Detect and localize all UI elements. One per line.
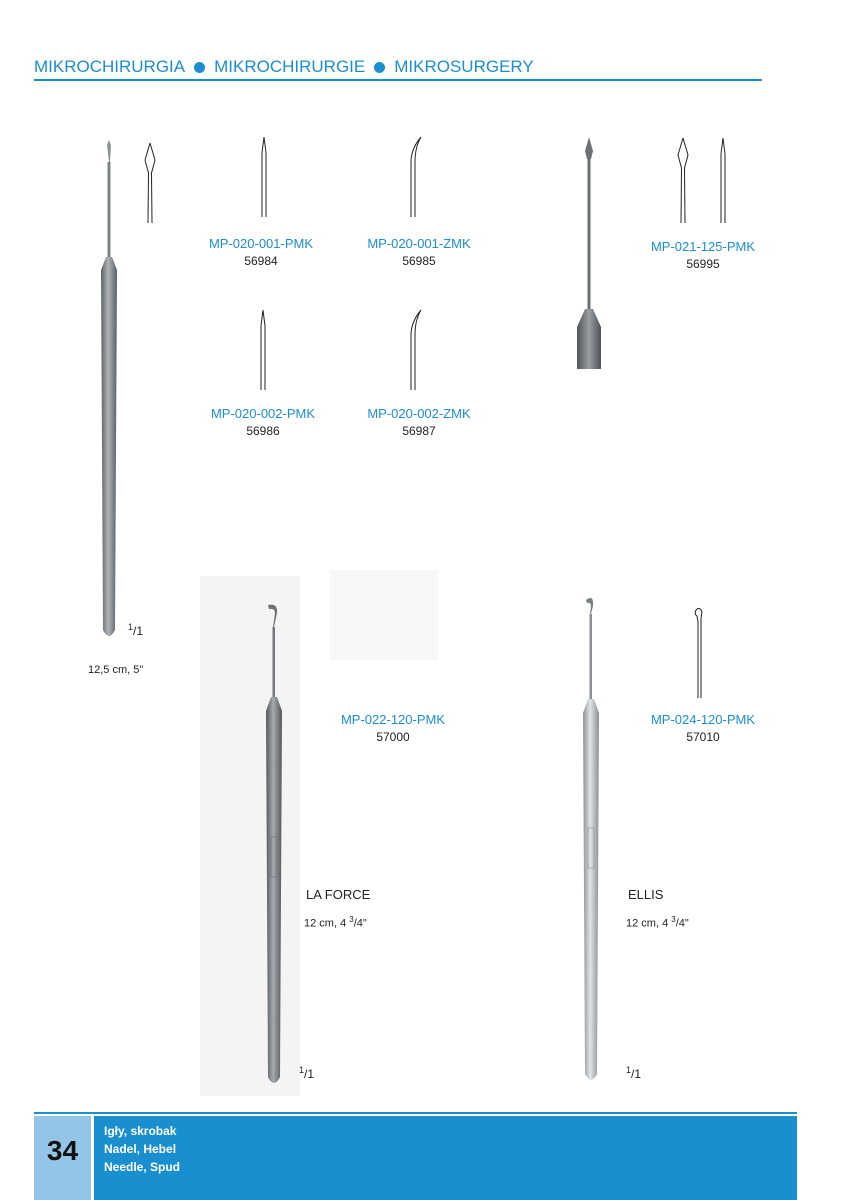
product-code: MP-020-002-ZMK	[367, 406, 471, 421]
product-code: MP-022-120-PMK	[340, 712, 446, 727]
footer-caption-pl: Igły, skrobak	[104, 1124, 177, 1138]
needle-tip-curved-1	[405, 137, 425, 217]
header-title-en: MIKROSURGERY	[394, 57, 534, 76]
needle-tip-straight-1	[259, 137, 269, 217]
header-title-de: MIKROCHIRURGIE	[214, 57, 366, 76]
product-number: 56995	[686, 257, 720, 271]
page-number: 34	[34, 1116, 91, 1200]
product-code: MP-020-002-PMK	[210, 406, 316, 421]
product-number: 57000	[376, 730, 410, 744]
footer-caption-de: Nadel, Hebel	[104, 1142, 177, 1156]
footer-caption-en: Needle, Spud	[104, 1160, 181, 1174]
instrument-name: ELLIS	[628, 887, 664, 902]
instrument-name: LA FORCE	[306, 887, 371, 902]
bullet-icon	[374, 62, 385, 73]
product-code: MP-020-001-PMK	[208, 236, 314, 251]
instrument-size: 12,5 cm, 5"	[88, 664, 144, 676]
instrument-size: 12 cm, 4 $^3$/4"	[304, 915, 367, 930]
image-background	[330, 570, 438, 660]
footer-bar	[94, 1116, 797, 1200]
product-number: 56986	[246, 424, 280, 438]
instrument-size: 12 cm, 4 $^3$/4"	[626, 915, 689, 930]
ellis-tip-outline	[690, 608, 710, 700]
bullet-icon	[194, 62, 205, 73]
product-number: 56984	[244, 254, 278, 268]
la-force-spud-image	[258, 605, 290, 1087]
lancet-tip-outline	[675, 138, 691, 224]
product-code: MP-020-001-ZMK	[367, 236, 471, 251]
section-header-text	[34, 57, 534, 77]
product-number: 57010	[686, 730, 720, 744]
needle-tip-straight-2	[258, 310, 268, 390]
needle-tip-curved-2	[405, 310, 425, 390]
lancet-tip-side-outline	[718, 138, 728, 224]
footer-divider	[34, 1112, 797, 1114]
ellis-spud-image	[578, 598, 610, 1084]
header-title-pl: MIKROCHIRURGIA	[34, 57, 186, 76]
needle-instrument-image	[90, 140, 130, 645]
product-code: MP-024-120-PMK	[650, 712, 756, 727]
product-number: 56987	[402, 424, 436, 438]
product-code: MP-021-125-PMK	[650, 239, 756, 254]
scale-label: $^1$/1	[128, 622, 144, 638]
needle-tip-outline	[142, 143, 158, 225]
product-number: 56985	[402, 254, 436, 268]
scale-label: $^1$/1	[626, 1065, 642, 1081]
lancet-instrument-image	[575, 137, 607, 369]
scale-label: $^1$/1	[299, 1065, 315, 1081]
section-header	[34, 57, 762, 81]
